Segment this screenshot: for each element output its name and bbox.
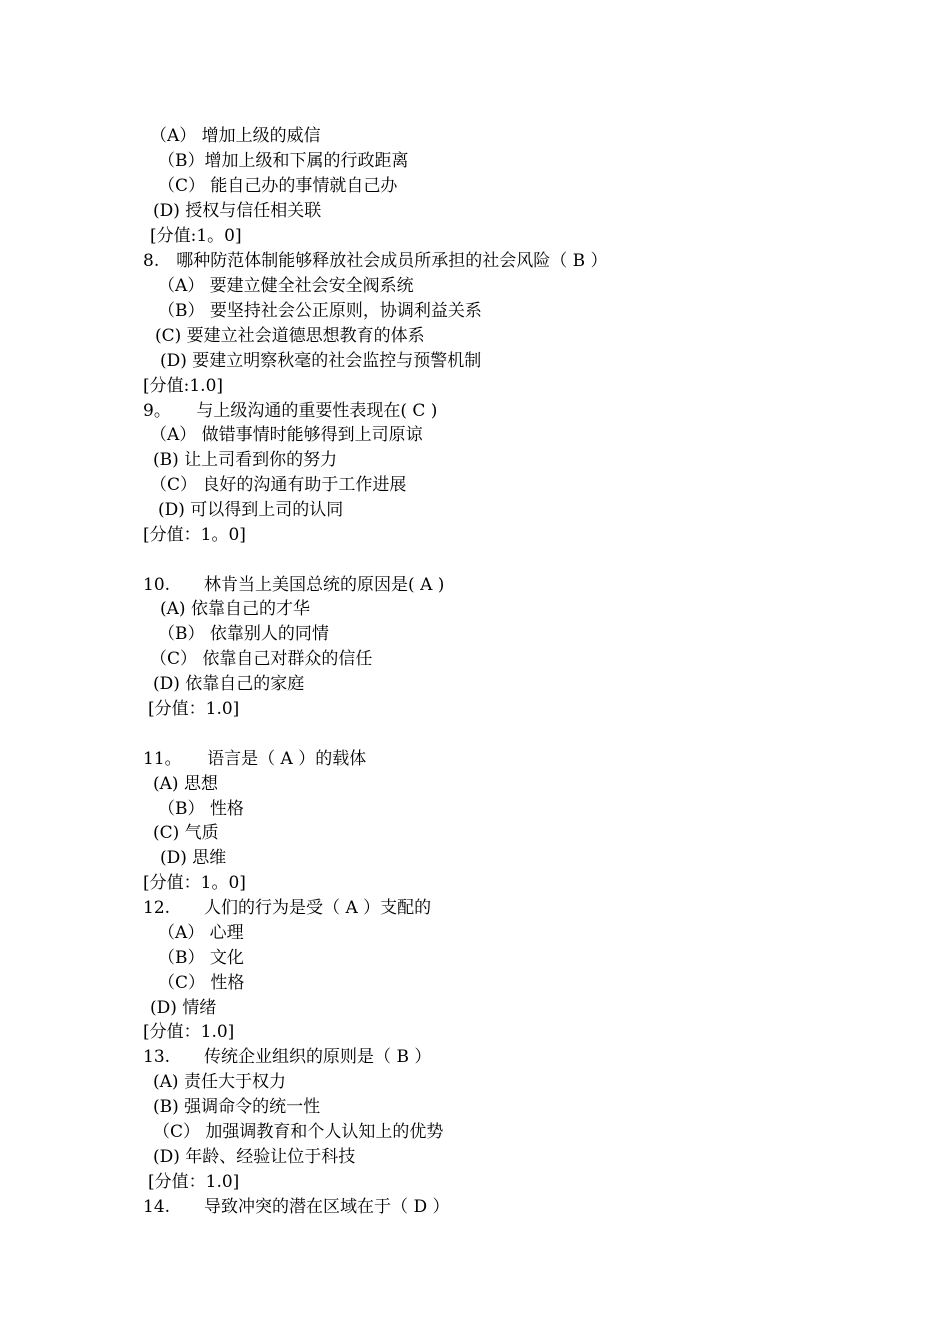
q13-question: 13. 传统企业组织的原则是（ B ）	[143, 1047, 432, 1067]
q12-option-a: （A） 心理	[158, 923, 244, 943]
q11-option-a: (A) 思想	[153, 774, 218, 794]
q9-option-c: （C） 良好的沟通有助于工作进展	[150, 475, 407, 495]
q10-question: 10. 林肯当上美国总统的原因是( A )	[143, 575, 445, 595]
q12-score: [分值：1.0]	[143, 1022, 235, 1042]
q13-option-a: (A) 责任大于权力	[153, 1072, 286, 1092]
q9-option-b: (B) 让上司看到你的努力	[153, 450, 338, 470]
q8-score: [分值:1.0]	[143, 376, 224, 396]
q12-option-b: （B） 文化	[158, 948, 244, 968]
q13-option-b: (B) 强调命令的统一性	[153, 1097, 321, 1117]
q8-option-d: (D) 要建立明察秋毫的社会监控与预警机制	[160, 351, 482, 371]
q10-option-c: （C） 依靠自己对群众的信任	[150, 649, 373, 669]
q8-option-b: （B） 要坚持社会公正原则，协调利益关系	[158, 301, 482, 321]
q11-option-c: (C) 气质	[153, 823, 219, 843]
q11-question: 11。 语言是（ A ）的载体	[143, 749, 367, 769]
q14-question: 14. 导致冲突的潜在区域在于（ D ）	[143, 1197, 450, 1217]
q8-question: 8. 哪种防范体制能够释放社会成员所承担的社会风险（ B ）	[143, 251, 608, 271]
q13-option-d: (D) 年龄、经验让位于科技	[153, 1147, 356, 1167]
q8-option-c: (C) 要建立社会道德思想教育的体系	[155, 326, 425, 346]
q11-option-b: （B） 性格	[158, 799, 244, 819]
q9-option-d: (D) 可以得到上司的认同	[158, 500, 344, 520]
q10-score: [分值：1.0]	[148, 699, 240, 719]
q9-score: [分值：1。0]	[143, 525, 246, 545]
q10-option-d: (D) 依靠自己的家庭	[153, 674, 305, 694]
q9-option-a: （A） 做错事情时能够得到上司原谅	[150, 425, 423, 445]
q11-option-d: (D) 思维	[160, 848, 227, 868]
q8-option-a: （A） 要建立健全社会安全阀系统	[158, 276, 414, 296]
q12-option-c: （C） 性格	[158, 973, 245, 993]
q13-score: [分值：1.0]	[148, 1172, 240, 1192]
q11-score: [分值：1。0]	[143, 873, 246, 893]
q7-option-b: （B）增加上级和下属的行政距离	[158, 151, 409, 171]
q12-option-d: (D) 情绪	[150, 998, 217, 1018]
q7-option-d: (D) 授权与信任相关联	[153, 201, 322, 221]
q7-score: [分值:1。0]	[150, 226, 242, 246]
q10-option-b: （B） 依靠别人的同情	[158, 624, 329, 644]
q12-question: 12. 人们的行为是受（ A ）支配的	[143, 898, 432, 918]
q9-question: 9。 与上级沟通的重要性表现在( C )	[143, 401, 438, 421]
q13-option-c: （C） 加强调教育和个人认知上的优势	[153, 1122, 444, 1142]
q10-option-a: (A) 依靠自己的才华	[160, 599, 310, 619]
q7-option-a: （A） 增加上级的威信	[150, 126, 321, 146]
q7-option-c: （C） 能自己办的事情就自己办	[158, 176, 398, 196]
